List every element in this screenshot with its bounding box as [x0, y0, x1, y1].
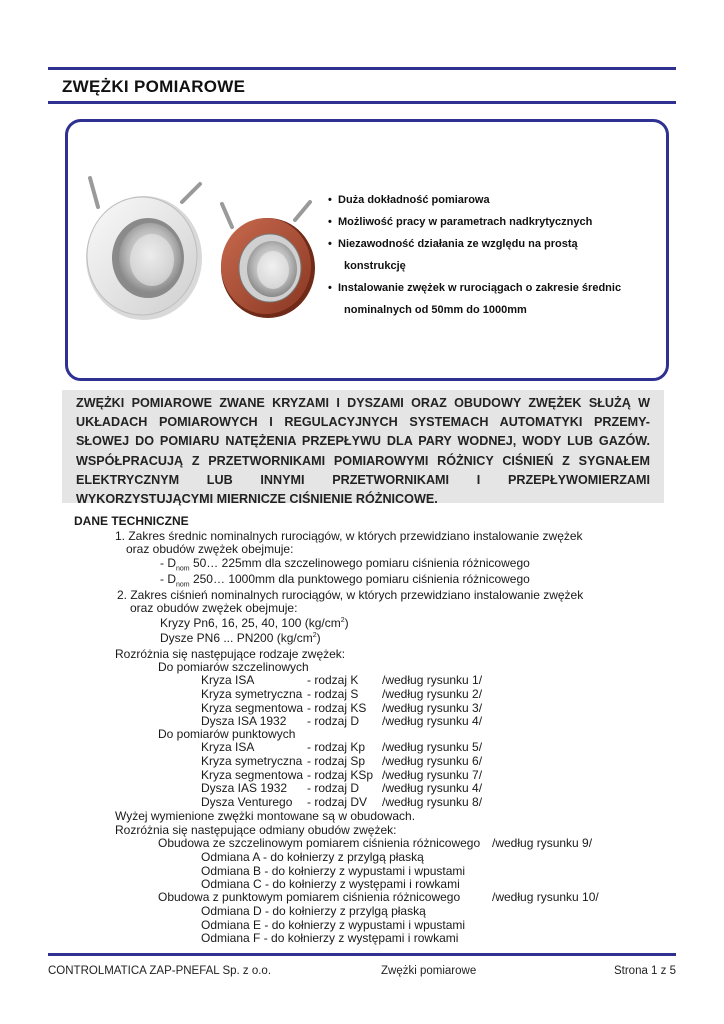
housing-variant: Odmiana F - do kołnierzy z występami i rowkami [201, 931, 459, 945]
hero-panel [65, 119, 669, 381]
housing-variant: Odmiana D - do kołnierzy z przylgą płaską [201, 904, 426, 918]
type-row-ref: /według rysunku 7/ [382, 767, 483, 782]
type-row-name: Kryza symetryczna [201, 686, 303, 701]
type-row-name: Kryza ISA [201, 673, 255, 687]
diameter-range-1: - $D_{nom}$ 50… 225mm dla szczelinowego pomiaru ciśnienia różnicowego [160, 556, 530, 573]
bullet-icon: • [328, 194, 332, 206]
page-title: ZWĘŻKI POMIAROWE [62, 77, 246, 96]
p2-line2: oraz obudów zwężek obejmuje: [130, 601, 298, 615]
top-rule [48, 67, 676, 70]
type-row-name: Dysza ISA 1932 [201, 714, 287, 729]
type-row-ref: /według rysunku 4/ [382, 781, 483, 796]
diameter-range-2: - $D_{nom}$ 250… 1000mm dla punktowego pomiaru ciśnienia różnicowego [160, 572, 530, 589]
feature-item: • Duża dokładność pomiarowa [328, 189, 658, 211]
feature-item: • Instalowanie zwężek w rurociągach o zakresie średnic [328, 277, 658, 299]
type-row-name: Kryza segmentowa [201, 767, 304, 782]
type-row-ref: /według rysunku 2/ [382, 686, 483, 701]
type-row-ref: /według rysunku 8/ [382, 795, 483, 810]
bullet-icon: • [328, 238, 332, 250]
group-point: Do pomiarów punktowych [158, 727, 296, 741]
type-row-name: Kryza ISA [201, 740, 255, 754]
type-row-ref: /według rysunku 5/ [382, 740, 483, 754]
p1-line1: 1. Zakres średnic nominalnych rurociągów, w których przewidziano instalowanie zwężek [115, 529, 583, 543]
feature-item-continuation: konstrukcję [344, 260, 406, 272]
type-row-name: Kryza segmentowa [201, 700, 304, 715]
dysze-pressure: Dysze PN6 ... PN200 $(kg/cm^2)$ [160, 631, 321, 645]
footer-company: CONTROLMATICA ZAP-PNEFAL Sp. z o.o. [48, 965, 272, 977]
housing-variant: Odmiana B - do kołnierzy z wypustami i wpustami [201, 864, 466, 878]
housing-variant: Odmiana A - do kołnierzy z przylgą płaską [201, 850, 424, 864]
type-row-name: Dysza Venturego [201, 795, 293, 810]
housing-variant: Odmiana E - do kołnierzy z wypustami i wpustami [201, 918, 466, 932]
footer-document: Zwężki pomiarowe [381, 965, 477, 977]
housing-slot: Obudowa ze szczelinowym pomiarem ciśnienia różnicowego [158, 836, 481, 850]
feature-item: • Niezawodność działania ze względu na prostą [328, 233, 658, 255]
type-row-name: Dysza IAS 1932 [201, 781, 288, 796]
intro-paragraph: ZWĘŻKI POMIAROWE ZWANE KRYZAMI I DYSZAMI ORAZ OBUDOWY ZWĘŻEK SŁUŻĄ W UKŁADACH POMIAROWYCH I REGULACYJNYCH SYSTEMACH AUTOMATYKI PRZEMY-SŁOWEJ DO POMIARU NATĘŻENIA PRZEPŁYWU DLA PARY WODNEJ, WODY LUB GAZÓW. WSPÓŁPRACUJĄ Z PRZETWORNIKAMI POMIAROWYMI RÓŻNICY CIŚNIEŃ Z SYGNAŁEM ELEKTRYCZNYM LUB INNYMI PRZETWORNIKAMI I PRZEPŁYWOMIERZAMI WYKORZYSTUJĄCYMI MIERNICZE CIŚNIENIE RÓŻNICOWE. [62, 390, 664, 503]
section-heading: DANE TECHNICZNE [74, 514, 189, 528]
bullet-icon: • [328, 216, 332, 228]
housing-variant: Odmiana C - do kołnierzy z występami i rowkami [201, 877, 460, 891]
p1-line2: oraz obudów zwężek obejmuje: [126, 542, 294, 556]
copper-orifice-ring [221, 202, 315, 318]
group-slot: Do pomiarów szczelinowych [158, 660, 309, 674]
housing-slot-ref: /według rysunku 9/ [492, 836, 593, 850]
type-row-ref: /według rysunku 1/ [382, 673, 483, 687]
footer-page-number: Strona 1 z 5 [613, 965, 676, 977]
type-row-type: - rodzaj KS [307, 700, 367, 715]
footer-rule [48, 953, 676, 956]
type-row-ref: /według rysunku 6/ [382, 753, 483, 768]
type-row-type: - rodzaj S [307, 686, 359, 701]
kryzy-pressure: Kryzy Pn6, 16, 25, 40, 100 $(kg/cm^2)$ [160, 616, 349, 630]
feature-list [328, 189, 658, 321]
bullet-icon: • [328, 282, 332, 294]
title-rule [48, 101, 676, 104]
types-intro: Rozróżnia się następujące rodzaje zwężek: [115, 647, 346, 661]
type-row-type: - rodzaj Sp [307, 753, 366, 768]
type-row-type: - rodzaj D [307, 781, 360, 796]
type-row-ref: /według rysunku 4/ [382, 714, 483, 729]
orifice-plates-photo [82, 172, 317, 332]
p2-line1: 2. Zakres ciśnień nominalnych rurociągów, w których przewidziano instalowanie zwężek [117, 588, 584, 602]
type-row-type: - rodzaj K [307, 673, 359, 687]
type-row-type: - rodzaj D [307, 714, 360, 729]
white-orifice-ring [86, 178, 202, 320]
feature-item: • Możliwość pracy w parametrach nadkrytycznych [328, 211, 658, 233]
housing-point-ref: /według rysunku 10/ [492, 890, 599, 904]
type-row-name: Kryza symetryczna [201, 753, 303, 768]
feature-item-continuation: nominalnych od 50mm do 1000mm [344, 304, 527, 316]
type-row-type: - rodzaj DV [307, 795, 368, 810]
mounted-note: Wyżej wymienione zwężki montowane są w obudowach. [115, 809, 416, 823]
type-row-ref: /według rysunku 3/ [382, 700, 483, 715]
type-row-type: - rodzaj KSp [307, 767, 374, 782]
housing-point: Obudowa z punktowym pomiarem ciśnienia różnicowego [158, 890, 461, 904]
housing-intro: Rozróżnia się następujące odmiany obudów zwężek: [115, 823, 397, 837]
type-row-type: - rodzaj Kp [307, 740, 366, 754]
